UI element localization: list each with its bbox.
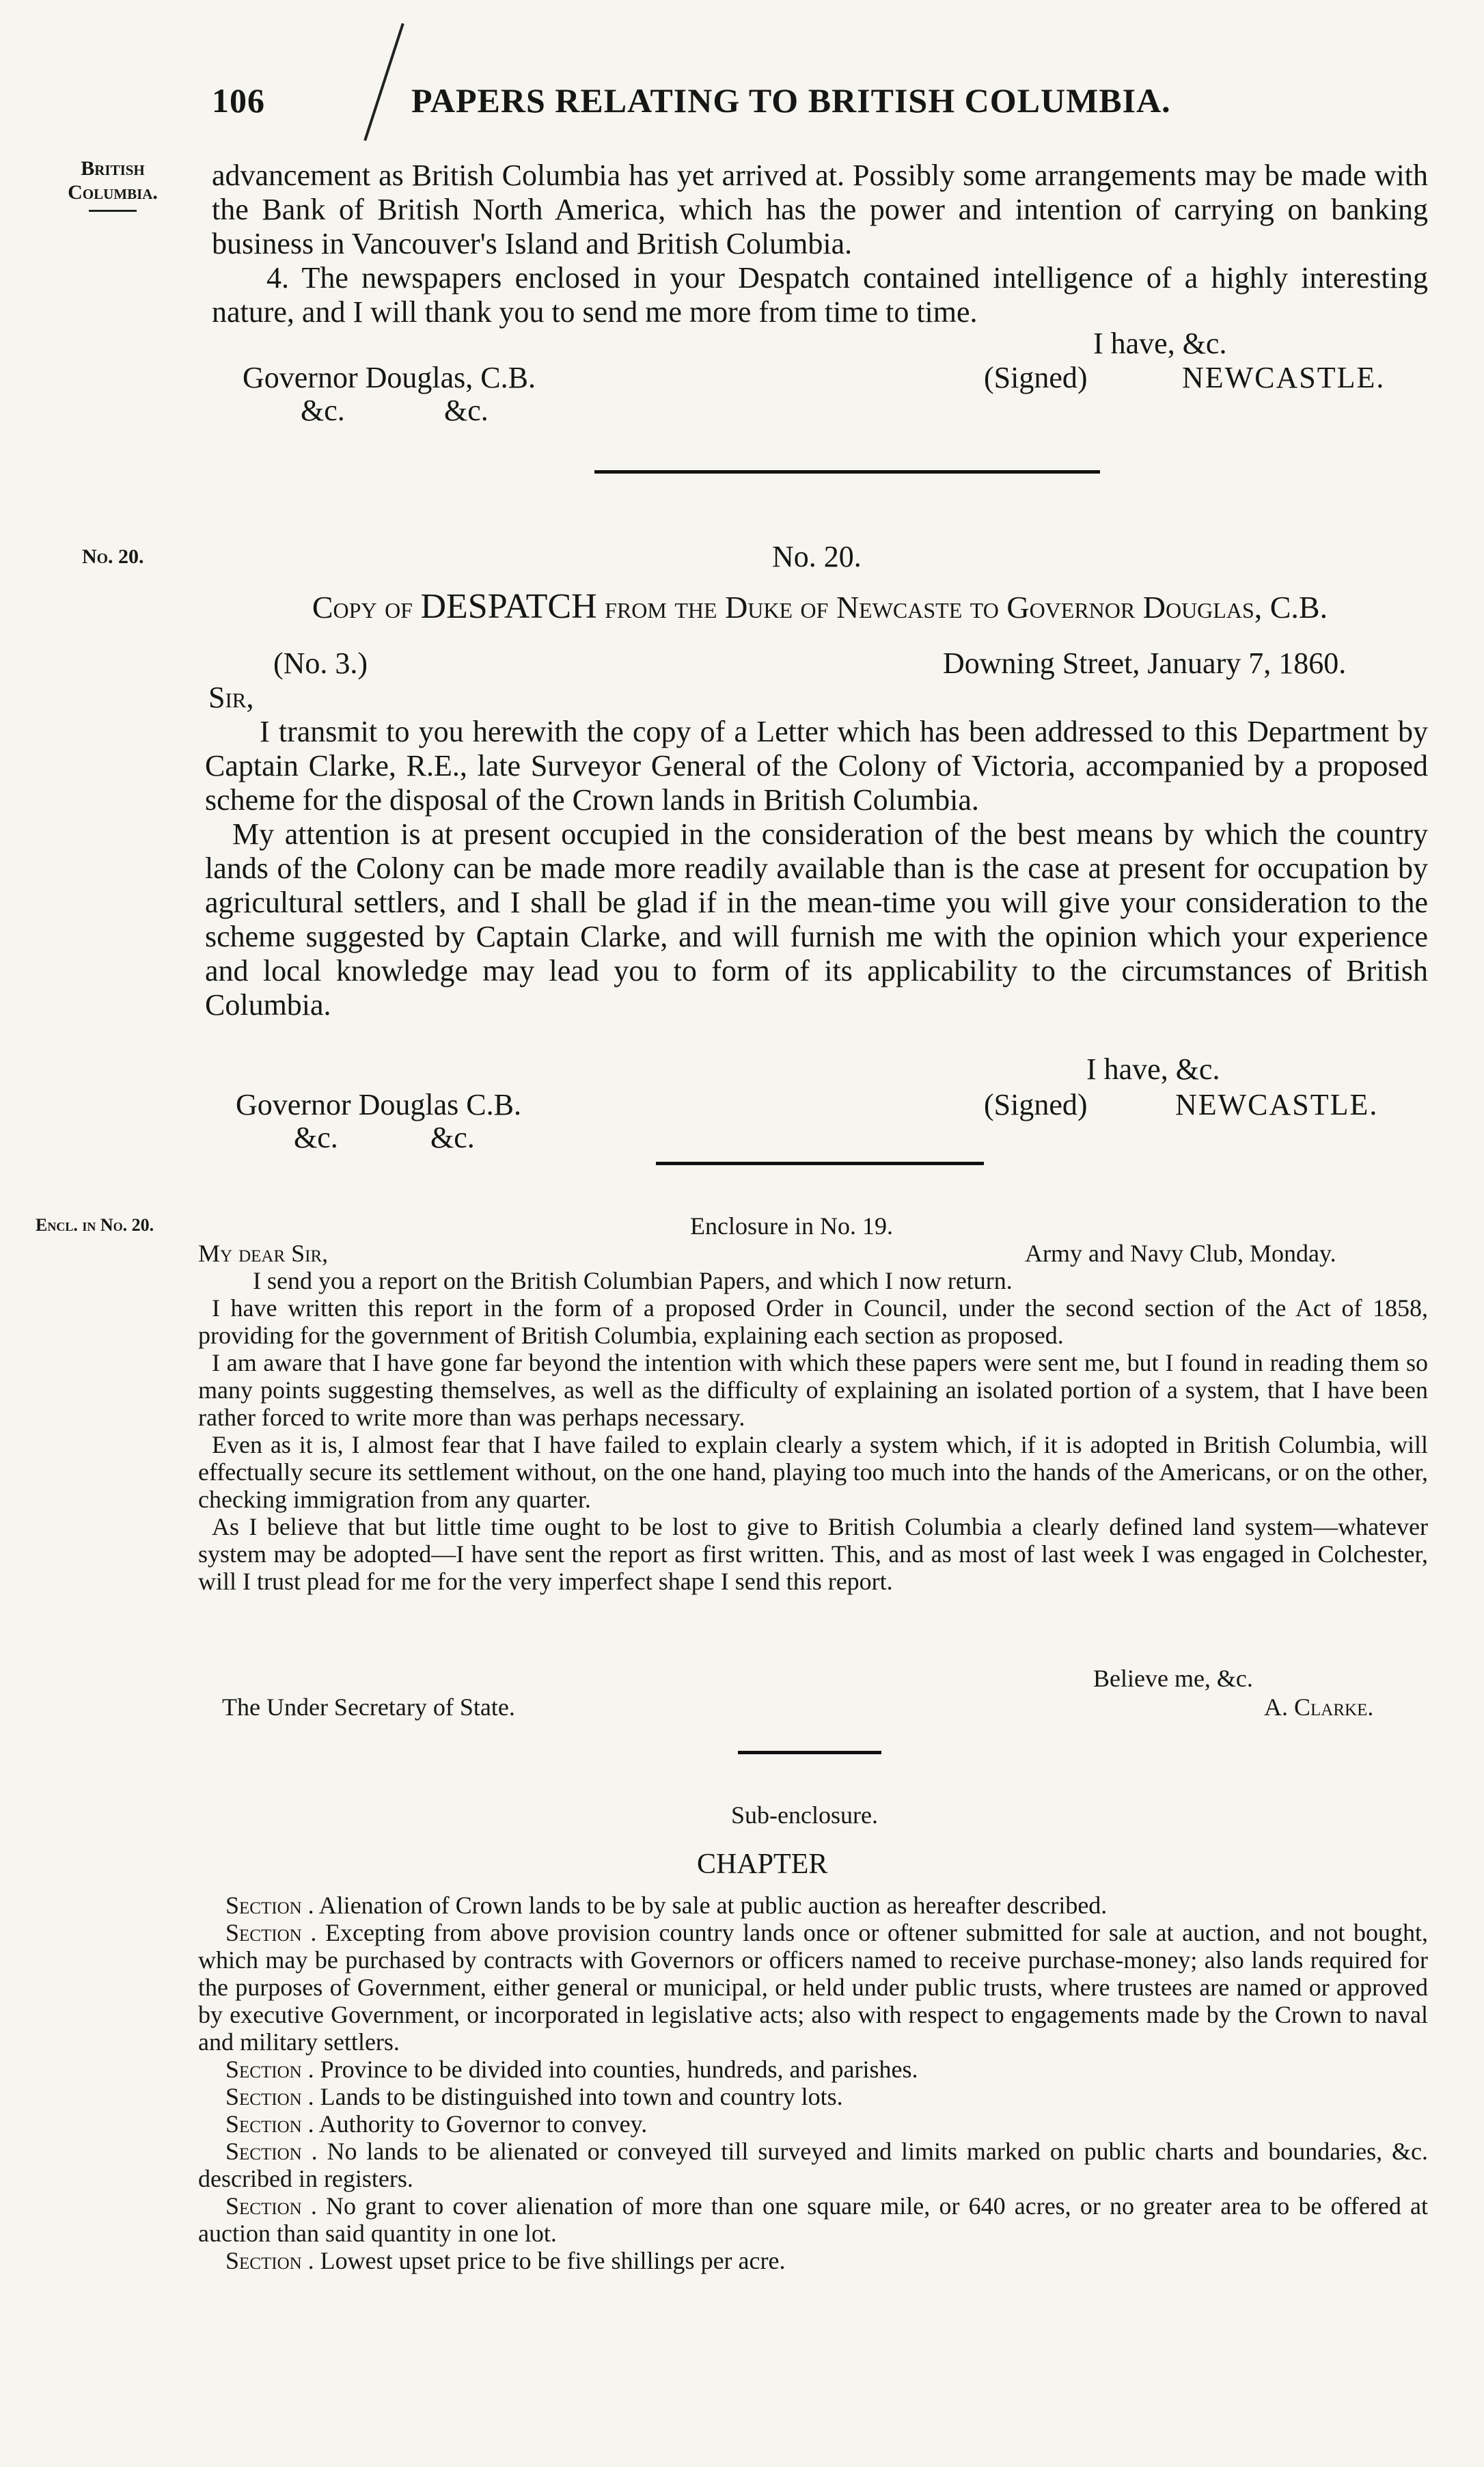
- letter1-addressee: Governor Douglas, C.B.: [243, 361, 536, 394]
- section-item: [198, 2083, 1428, 2110]
- despatch-title: [212, 586, 1428, 627]
- despatch-salutation: Sir,: [208, 681, 254, 714]
- section-text: . No grant to cover alienation of more than one square mile, or 640 acres, or no greater area to be offered at auction than said quantity in one lot.: [198, 2192, 1429, 2247]
- section-list: [198, 1892, 1428, 2274]
- despatch-ref: (No. 3.): [273, 646, 368, 680]
- despatch-body: [205, 715, 1428, 1022]
- section-text: . Province to be divided into counties, hundreds, and parishes.: [307, 2056, 918, 2083]
- section-item: [198, 2192, 1428, 2247]
- section-item: [198, 1892, 1428, 1919]
- letter1-paragraph: advancement as British Columbia has yet arrived at. Possibly some arrangements may be made with the Bank of British North America, which has the power and intention of carrying on banking business in Vancouver's Island and British Columbia.: [212, 159, 1428, 260]
- enclosure-signature: A. Clarke.: [1264, 1693, 1374, 1721]
- section-label: Section: [225, 2192, 302, 2220]
- despatch-addressee: Governor Douglas C.B.: [236, 1088, 521, 1121]
- despatch-paragraph: I transmit to you herewith the copy of a Letter which has been addressed to this Department by Captain Clarke, R.E., late Surveyor General of the Colony of Victoria, accompanied by a proposed scheme for the disposal of the Crown lands in British Columbia.: [205, 715, 1428, 817]
- section-text: . Alienation of Crown lands to be by sale at public auction as hereafter described.: [307, 1892, 1108, 1919]
- letter1-paragraph: 4. The newspapers enclosed in your Despatch contained intelligence of a highly interesting nature, and I will thank you to send me more from time to time.: [212, 261, 1428, 329]
- despatch-etc1: &c.: [294, 1121, 338, 1154]
- section-text: . Lands to be distinguished into town and country lots.: [307, 2083, 843, 2110]
- despatch-etc2: &c.: [430, 1121, 475, 1154]
- letter1-closing: I have, &c.: [1093, 327, 1227, 360]
- running-title: PAPERS RELATING TO BRITISH COLUMBIA.: [411, 81, 1171, 120]
- margin-note-line2: Columbia.: [68, 180, 158, 204]
- despatch-closing: I have, &c.: [1086, 1052, 1220, 1086]
- margin-note-line1: British: [81, 157, 145, 180]
- enclosure-paragraph: I am aware that I have gone far beyond the intention with which these papers were sent me, but I found in reading them so many points suggesting themselves, as well as the difficulty of explaining an isolated portion of a system, that I have been rather forced to write more than was perhaps necessary.: [198, 1349, 1428, 1431]
- subenclosure-heading: Sub-enclosure.: [731, 1801, 878, 1829]
- section-label: Section: [225, 2083, 302, 2110]
- enclosure-addressee: The Under Secretary of State.: [222, 1693, 515, 1721]
- section-text: . Excepting from above provision country lands once or oftener submitted for sale at auction, and not bought, which may be purchased by contracts with Governors or officers named to receive purchase-money; also lands required for the purposes of Government, either general or municipal, or held under public trusts, where trustees are named or approved by executive Government, or incorporated in legislative acts; also with respect to engagements made by the Crown to naval and military settlers.: [198, 1919, 1429, 2056]
- despatch-place-date: Downing Street, January 7, 1860.: [943, 646, 1347, 680]
- enclosure-paragraph: Even as it is, I almost fear that I have failed to explain clearly a system which, if it is adopted in British Columbia, will effectually secure its settlement without, on the one hand, playing too much into the hands of the Americans, or on the other, checking immigration from any quarter.: [198, 1431, 1428, 1513]
- section-text: . No lands to be alienated or conveyed till surveyed and limits marked on public charts and boundaries, &c. described in registers.: [198, 2138, 1429, 2192]
- section-text: . Lowest upset price to be five shillings per acre.: [307, 2247, 786, 2274]
- enclosure-heading: Enclosure in No. 19.: [690, 1212, 893, 1240]
- letter1-body: [212, 159, 1428, 329]
- section-label: Section: [225, 1919, 302, 1946]
- despatch-signed: (Signed): [984, 1088, 1088, 1121]
- enclosure-salutation: My dear Sir,: [198, 1240, 329, 1267]
- margin-dash: [89, 210, 137, 212]
- despatch-paragraph: My attention is at present occupied in the consideration of the best means by which the country lands of the Colony can be made more readily available than is the case at present for occupation by agricultural settlers, and I shall be glad if in the mean-time you will give your consideration to the scheme suggested by Captain Clarke, and will furnish me with the opinion which your experience and local knowledge may lead you to form of its applicability to the circumstances of British Columbia.: [205, 817, 1428, 1022]
- despatch-number: No. 20.: [772, 540, 862, 573]
- margin-note-encl: Encl. in No. 20.: [36, 1215, 154, 1235]
- letter1-etc2: &c.: [444, 394, 489, 427]
- section-item: [198, 2056, 1428, 2083]
- despatch-title-copy: Copy of: [312, 590, 413, 625]
- section-label: Section: [225, 2138, 302, 2165]
- letter1-etc1: &c.: [301, 394, 345, 427]
- chapter-heading: CHAPTER: [697, 1849, 828, 1880]
- section-rule: [656, 1162, 984, 1165]
- letter1-signature: NEWCASTLE.: [1182, 361, 1386, 394]
- section-item: [198, 2247, 1428, 2274]
- ink-stroke: [363, 23, 404, 141]
- section-item: [198, 2138, 1428, 2192]
- enclosure-closing: Believe me, &c.: [1093, 1665, 1253, 1692]
- section-rule: [594, 470, 1100, 474]
- section-label: Section: [225, 2247, 302, 2274]
- section-label: Section: [225, 2110, 302, 2138]
- despatch-title-despatch: DESPATCH: [420, 587, 597, 626]
- despatch-title-rest: from the Duke of Newcaste to Governor Douglas, C.B.: [605, 590, 1328, 625]
- page-number: 106: [212, 81, 265, 120]
- enclosure-paragraph: As I believe that but little time ought to be lost to give to British Columbia a clearly defined land system—whatever system may be adopted—I have sent the report as first written. This, and as most of last week I was engaged in Colchester, will I trust plead for me for the very imperfect shape I send this report.: [198, 1513, 1428, 1595]
- enclosure-place: Army and Navy Club, Monday.: [1025, 1240, 1336, 1267]
- margin-note-no20: No. 20.: [82, 545, 144, 568]
- section-item: [198, 2110, 1428, 2138]
- margin-note-british-columbia: [48, 157, 178, 212]
- section-label: Section: [225, 1892, 302, 1919]
- enclosure-paragraph: I send you a report on the British Columbian Papers, and which I now return.: [253, 1267, 1013, 1294]
- section-label: Section: [225, 2056, 302, 2083]
- section-rule: [738, 1751, 881, 1754]
- letter1-signed: (Signed): [984, 361, 1088, 394]
- section-text: . Authority to Governor to convey.: [307, 2110, 648, 2138]
- enclosure-paragraph: I have written this report in the form of a proposed Order in Council, under the second section of the Act of 1858, providing for the government of British Columbia, explaining each section as proposed.: [198, 1294, 1428, 1349]
- enclosure-body: [198, 1267, 1428, 1595]
- section-item: [198, 1919, 1428, 2056]
- despatch-signature: NEWCASTLE.: [1175, 1088, 1379, 1121]
